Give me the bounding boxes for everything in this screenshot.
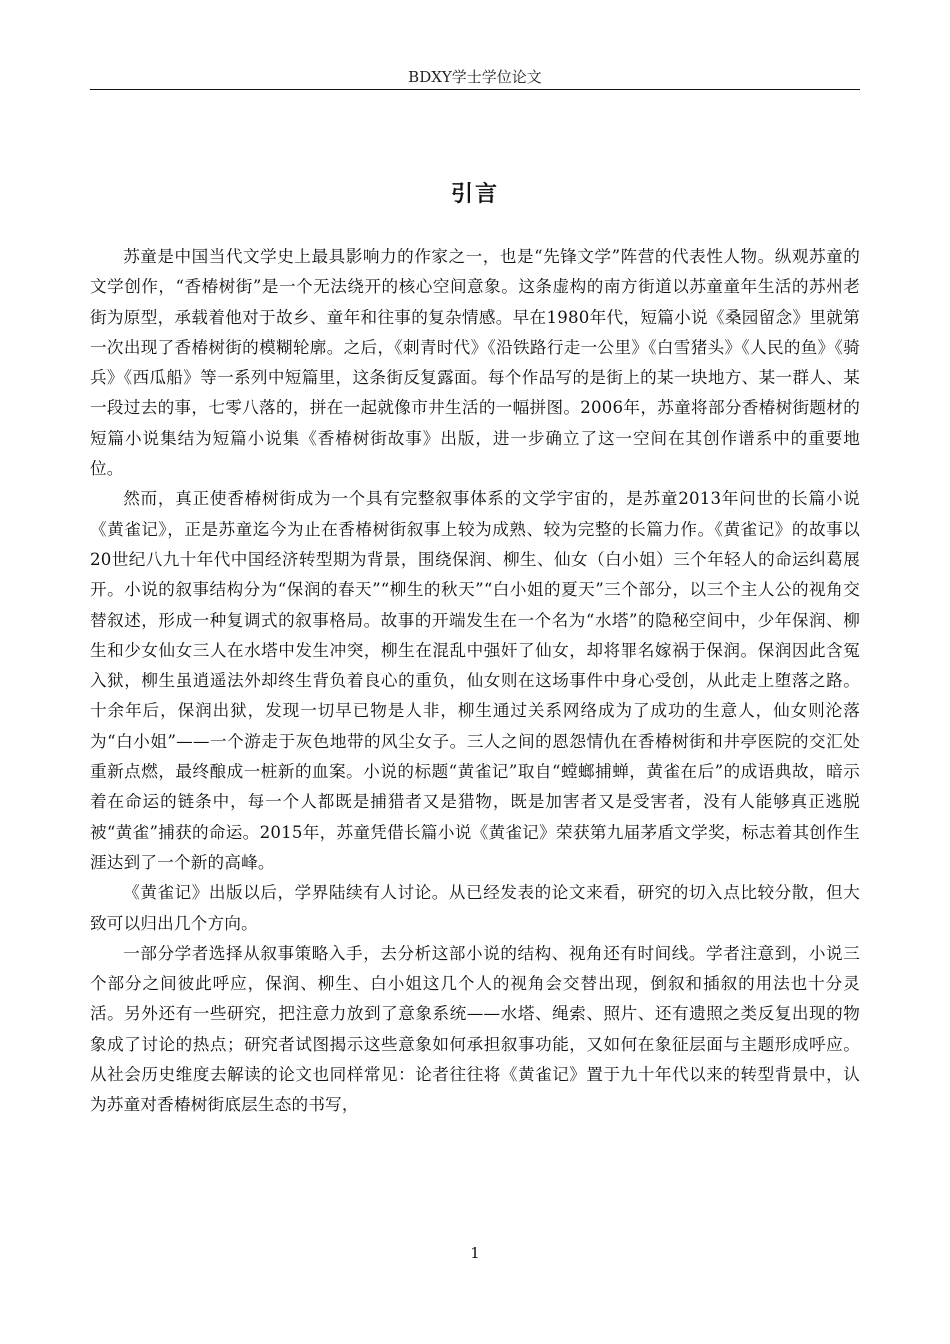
paragraph: 《黄雀记》出版以后，学界陆续有人讨论。从已经发表的论文来看，研究的切入点比较分散，但大致可以归出几个方向。 [90, 883, 860, 933]
page-number: 1 [470, 1244, 480, 1262]
header-divider [90, 89, 860, 90]
paragraph: 一部分学者选择从叙事策略入手，去分析这部小说的结构、视角还有时间线。学者注意到，小说三个部分之间彼此呼应，保润、柳生、白小姐这几个人的视角会交替出现，倒叙和插叙的用法也十分灵活。另外还有一些研究，把注意力放到了意象系统——水塔、绳索、照片、还有遗照之类反复出现的物象成了讨论的热点；研究者试图揭示这些意象如何承担叙事功能，又如何在象征层面与主题形成呼应。从社会历史维度去解读的论文也同样常见：论者往往将《黄雀记》置于九十年代以来的转型背景中，认为苏童对香椿树街底层生态的书写， [90, 943, 860, 1115]
page-header: BDXY学士学位论文 [408, 68, 542, 86]
paragraph: 苏童是中国当代文学史上最具影响力的作家之一，也是“先锋文学”阵营的代表性人物。纵观苏童的文学创作，“香椿树街”是一个无法绕开的核心空间意象。这条虚构的南方街道以苏童童年生活的苏州老街为原型，承载着他对于故乡、童年和往事的复杂情感。早在1980年代，短篇小说《桑园留念》里就第一次出现了香椿树街的模糊轮廓。之后，《刺青时代》《沿铁路行走一公里》《白雪猪头》《人民的鱼》《骑兵》《西瓜船》等一系列中短篇里，这条街反复露面。每个作品写的是街上的某一块地方、某一群人、某一段过去的事，七零八落的，拼在一起就像市井生活的一幅拼图。2006年，苏童将部分香椿树街题材的短篇小说集结为短篇小说集《香椿树街故事》出版，进一步确立了这一空间在其创作谱系中的重要地位。 [90, 247, 860, 479]
paragraph: 然而，真正使香椿树街成为一个具有完整叙事体系的文学宇宙的，是苏童2013年问世的长篇小说《黄雀记》，正是苏童迄今为止在香椿树街叙事上较为成熟、较为完整的长篇力作。《黄雀记》的故事以20世纪八九十年代中国经济转型期为背景，围绕保润、柳生、仙女（白小姐）三个年轻人的命运纠葛展开。小说的叙事结构分为“保润的春天”“柳生的秋天”“白小姐的夏天”三个部分，以三个主人公的视角交替叙述，形成一种复调式的叙事格局。故事的开端发生在一个名为“水塔”的隐秘空间中，少年保润、柳生和少女仙女三人在水塔中发生冲突，柳生在混乱中强奸了仙女，却将罪名嫁祸于保润。保润因此含冤入狱，柳生虽逍遥法外却终生背负着良心的重负，仙女则在这场事件中身心受创，从此走上堕落之路。十余年后，保润出狱，发现一切早已物是人非，柳生通过关系网络成为了成功的生意人，仙女则沦落为“白小姐”——一个游走于灰色地带的风尘女子。三人之间的恩怨情仇在香椿树街和井亭医院的交汇处重新点燃，最终酿成一桩新的血案。小说的标题“黄雀记”取自“螳螂捕蝉，黄雀在后”的成语典故，暗示着在命运的链条中，每一个人都既是捕猎者又是猎物，既是加害者又是受害者，没有人能够真正逃脱被“黄雀”捕获的命运。2015年，苏童凭借长篇小说《黄雀记》荣获第九届茅盾文学奖，标志着其创作生涯达到了一个新的高峰。 [90, 489, 860, 872]
section-title: 引言 [450, 182, 499, 207]
body-text [90, 242, 860, 1121]
